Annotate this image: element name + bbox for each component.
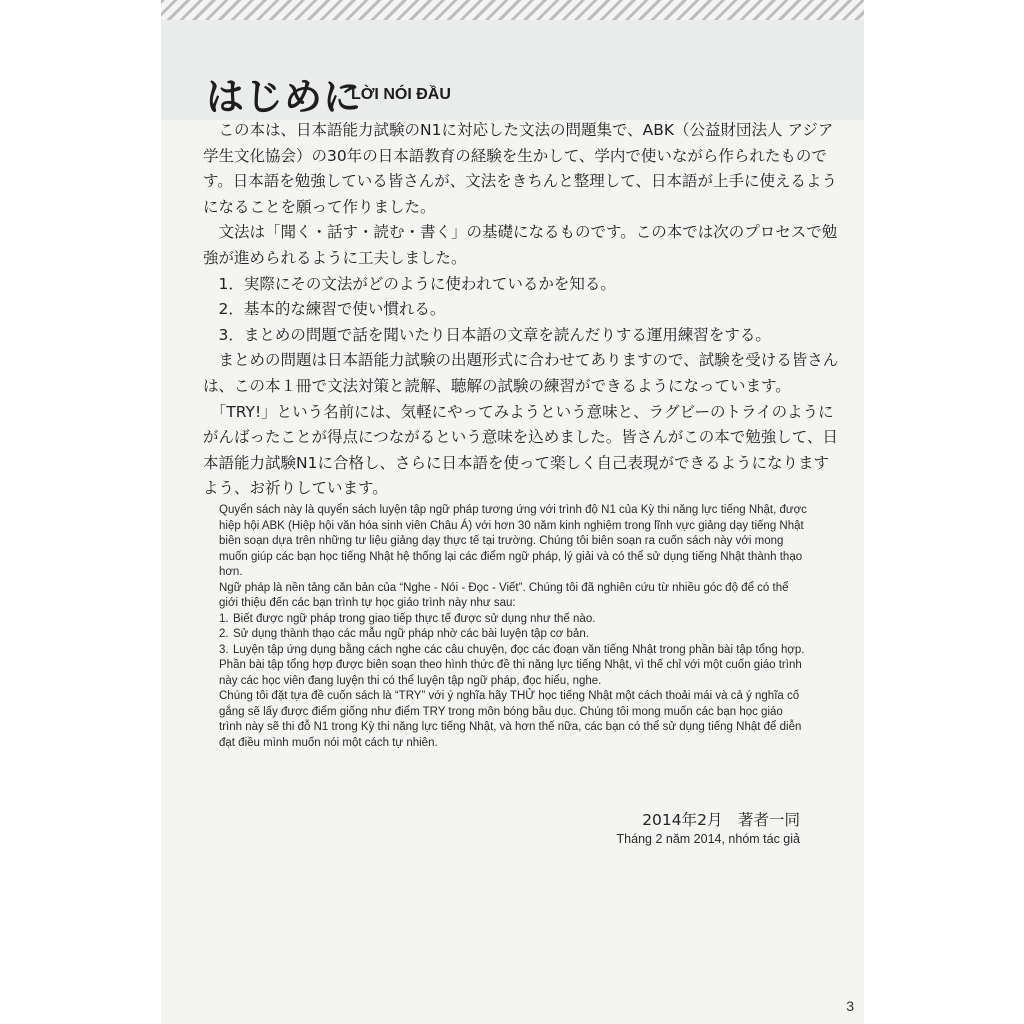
page-title-vi: LỜI NÓI ĐẦU — [351, 86, 451, 103]
vi-paragraph: Ngữ pháp là nền tảng căn bản của “Nghe - Nói - Đọc - Viết”. Chúng tôi đã nghiên cứu từ nhiều góc độ để có thể giới thiệu đến các bạn trình tự học giáo trình này như sau: — [219, 581, 789, 609]
vi-paragraph: Phần bài tập tổng hợp được biên soạn theo hình thức đề thi năng lực tiếng Nhật, vì thế chỉ với một cuốn giáo trình này các học viên đang luyện thi có thể luyện tập ngữ pháp, đọc hiểu, nghe. — [219, 659, 802, 687]
vi-list-number: 3. — [219, 643, 229, 656]
vi-list-item — [219, 627, 807, 643]
decorative-stripe-band — [161, 0, 864, 20]
jp-body-text — [203, 118, 839, 502]
vi-list-text: Luyện tập ứng dụng bằng cách nghe các câu chuyện, đọc các đoạn văn tiếng Nhật trong phần bài tập tổng hợp. — [233, 643, 805, 656]
vi-list-number: 2. — [219, 628, 229, 640]
vi-list-item — [219, 612, 807, 628]
jp-list-item: 1．実際にその文法がどのように使われているかを知る。 — [203, 274, 616, 293]
page-number: 3 — [846, 998, 854, 1014]
page-title-jp: はじめに — [206, 75, 363, 119]
vi-body-text — [219, 503, 807, 751]
jp-list-item: 3．まとめの問題で話を聞いたり日本語の文章を読んだりする運用練習をする。 — [203, 325, 771, 344]
vi-list-item — [219, 643, 807, 659]
right-margin — [864, 0, 1024, 1024]
vi-list-number: 1. — [219, 612, 229, 625]
vi-list-text: Sử dụng thành thạo các mẫu ngữ pháp nhờ các bài luyện tập cơ bản. — [233, 628, 589, 640]
signature-vi: Tháng 2 năm 2014, nhóm tác giả — [616, 832, 800, 846]
jp-paragraph: 「TRY!」という名前には、気軽にやってみようという意味と、ラグビーのトライのようにがんばったことが得点につながるという意味を込めました。皆さんがこの本で勉強して、日本語能力試験N1に合格し、さらに日本語を使って楽しく自己表現ができるようになりますよう、お祈りしています。 — [203, 402, 838, 498]
jp-paragraph: この本は、日本語能力試験のN1に対応した文法の問題集で、ABK（公益財団法人 アジア学生文化協会）の30年の日本語教育の経験を生かして、学内で使いながら作られたものです。日本語を勉強している皆さんが、文法をきちんと整理して、日本語が上手に使えるようになることを願って作りました。 — [203, 121, 837, 216]
vi-paragraph: Chúng tôi đặt tựa đề cuốn sách là “TRY” với ý nghĩa hãy THỬ học tiếng Nhật một cách thoải mái và cả ý nghĩa cố gắng sẽ lấy được điểm giống như điểm TRY trong môn bóng bầu dục. Chúng tôi mong muốn các bạn học giáo trình này sẽ thi đỗ N1 trong Kỳ thi năng lực tiếng Nhật, và hơn thế nữa, các bạn có thể sử dụng tiếng Nhật để diễn đạt điều mình muốn nói một cách tự nhiên. — [219, 690, 802, 749]
jp-paragraph: 文法は「聞く・話す・読む・書く」の基礎になるものです。この本では次のプロセスで勉強が進められるように工夫しました。 — [203, 223, 838, 267]
signature-jp: 2014年2月 著者一同 — [642, 811, 800, 829]
left-margin — [0, 0, 161, 1024]
book-page — [161, 0, 864, 1024]
vi-list-text: Biết được ngữ pháp trong giao tiếp thực tế được sử dụng như thế nào. — [233, 612, 596, 625]
jp-list-item: 2．基本的な練習で使い慣れる。 — [203, 300, 446, 319]
vi-paragraph: Quyển sách này là quyển sách luyện tập ngữ pháp tương ứng với trình độ N1 của Kỳ thi năng lực tiếng Nhật, được hiệp hội ABK (Hiệp hội văn hóa sinh viên Châu Á) với hơn 30 năm kinh nghiệm trong lĩnh vực giảng dạy tiếng Nhật biên soạn dựa trên những tư liệu giảng dạy thực tế tại trường. Chúng tôi biên soạn ra cuốn sách này với mong muốn giúp các bạn học tiếng Nhật hệ thống lại các điểm ngữ pháp, lý giải và có thể sử dụng tiếng Nhật thành thạo hơn. — [219, 504, 807, 578]
jp-paragraph: まとめの問題は日本語能力試験の出題形式に合わせてありますので、試験を受ける皆さんは、この本１冊で文法対策と読解、聴解の試験の練習ができるようになっています。 — [203, 351, 839, 395]
